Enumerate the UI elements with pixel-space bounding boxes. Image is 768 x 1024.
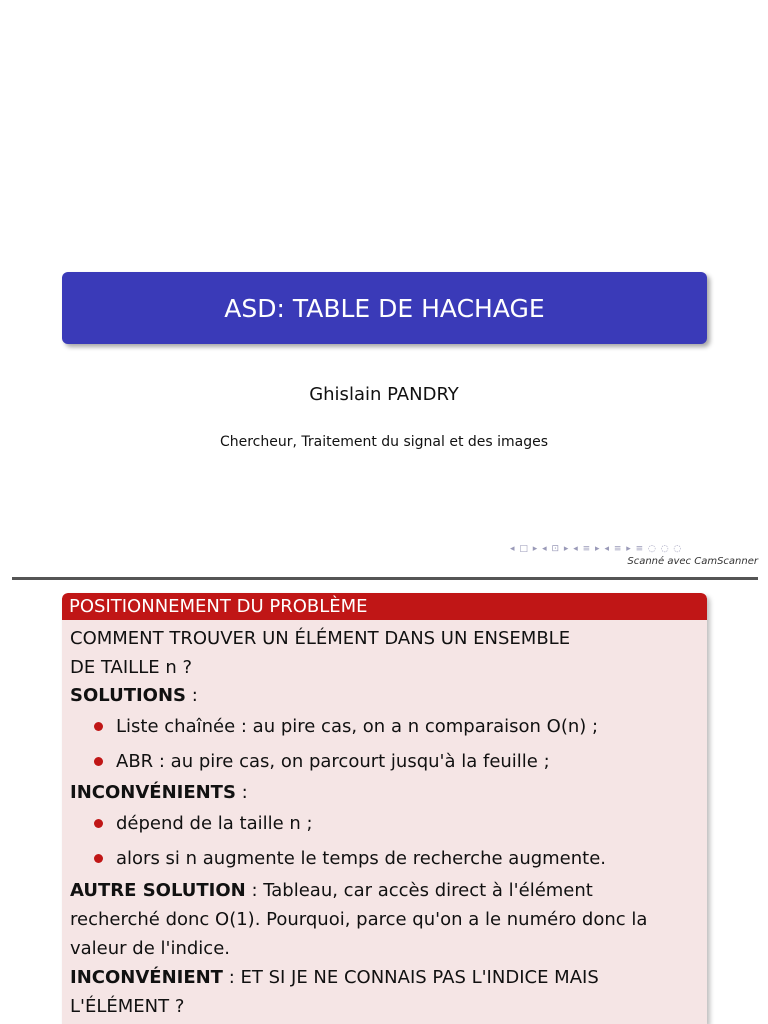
- list-item: [92, 709, 699, 744]
- inconvenients-list: [70, 806, 699, 876]
- inconvenient-text: dépend de la taille n ;: [116, 813, 313, 834]
- block-header: POSITIONNEMENT DU PROBLÈME: [62, 593, 707, 620]
- slide-title-box: [62, 272, 707, 344]
- autre-solution-line-1: : Tableau, car accès direct à l'élément: [245, 880, 593, 901]
- solution-text: ABR : au pire cas, on parcourt jusqu'à la feuille ;: [116, 751, 550, 772]
- block-body: [62, 620, 707, 1024]
- beamer-navigation-symbols[interactable]: ◂ □ ▸ ◂ ⊡ ▸ ◂ ≡ ▸ ◂ ≡ ▸ ≡ ◌ ◌ ◌: [510, 544, 683, 554]
- question-line-1: COMMENT TROUVER UN ÉLÉMENT DANS UN ENSEMBLE: [70, 628, 571, 649]
- inconvenients-label: INCONVÉNIENTS: [70, 782, 236, 803]
- solutions-list: [70, 709, 699, 779]
- bullet-icon: [94, 722, 103, 731]
- problem-block: [62, 593, 707, 1024]
- scanner-watermark: Scanné avec CamScanner: [627, 556, 758, 567]
- inconvenients-heading: [70, 779, 699, 806]
- bullet-icon: [94, 757, 103, 766]
- inconvenient-text: alors si n augmente le temps de recherche augmente.: [116, 848, 607, 869]
- list-item: [92, 744, 699, 779]
- bullet-icon: [94, 819, 103, 828]
- page-divider: [12, 577, 758, 580]
- solutions-colon: :: [186, 685, 198, 706]
- solution-text: Liste chaînée : au pire cas, on a n comparaison O(n) ;: [116, 716, 599, 737]
- list-item: [92, 841, 699, 876]
- autre-solution-line-2: recherché donc O(1). Pourquoi, parce qu'on a le numéro donc la: [70, 909, 648, 930]
- solutions-heading: [70, 682, 699, 709]
- inconvenient-label: INCONVÉNIENT: [70, 967, 223, 988]
- autre-solution-line-3: valeur de l'indice.: [70, 938, 230, 959]
- bullet-icon: [94, 854, 103, 863]
- author-name: Ghislain PANDRY: [309, 384, 459, 405]
- question-line-2: DE TAILLE n ?: [70, 657, 193, 678]
- inconvenients-colon: :: [235, 782, 248, 803]
- autre-solution-paragraph: [70, 876, 699, 963]
- list-item: [92, 806, 699, 841]
- autre-solution-label: AUTRE SOLUTION: [70, 880, 246, 901]
- inconvenient-paragraph: [70, 963, 699, 1021]
- author-affiliation: Chercheur, Traitement du signal et des images: [219, 434, 549, 450]
- solutions-label: SOLUTIONS: [70, 685, 187, 706]
- inconvenient-line-2: L'ÉLÉMENT ?: [70, 996, 185, 1017]
- slide-title: ASD: TABLE DE HACHAGE: [224, 293, 545, 323]
- inconvenient-line-1: : ET SI JE NE CONNAIS PAS L'INDICE MAIS: [222, 967, 599, 988]
